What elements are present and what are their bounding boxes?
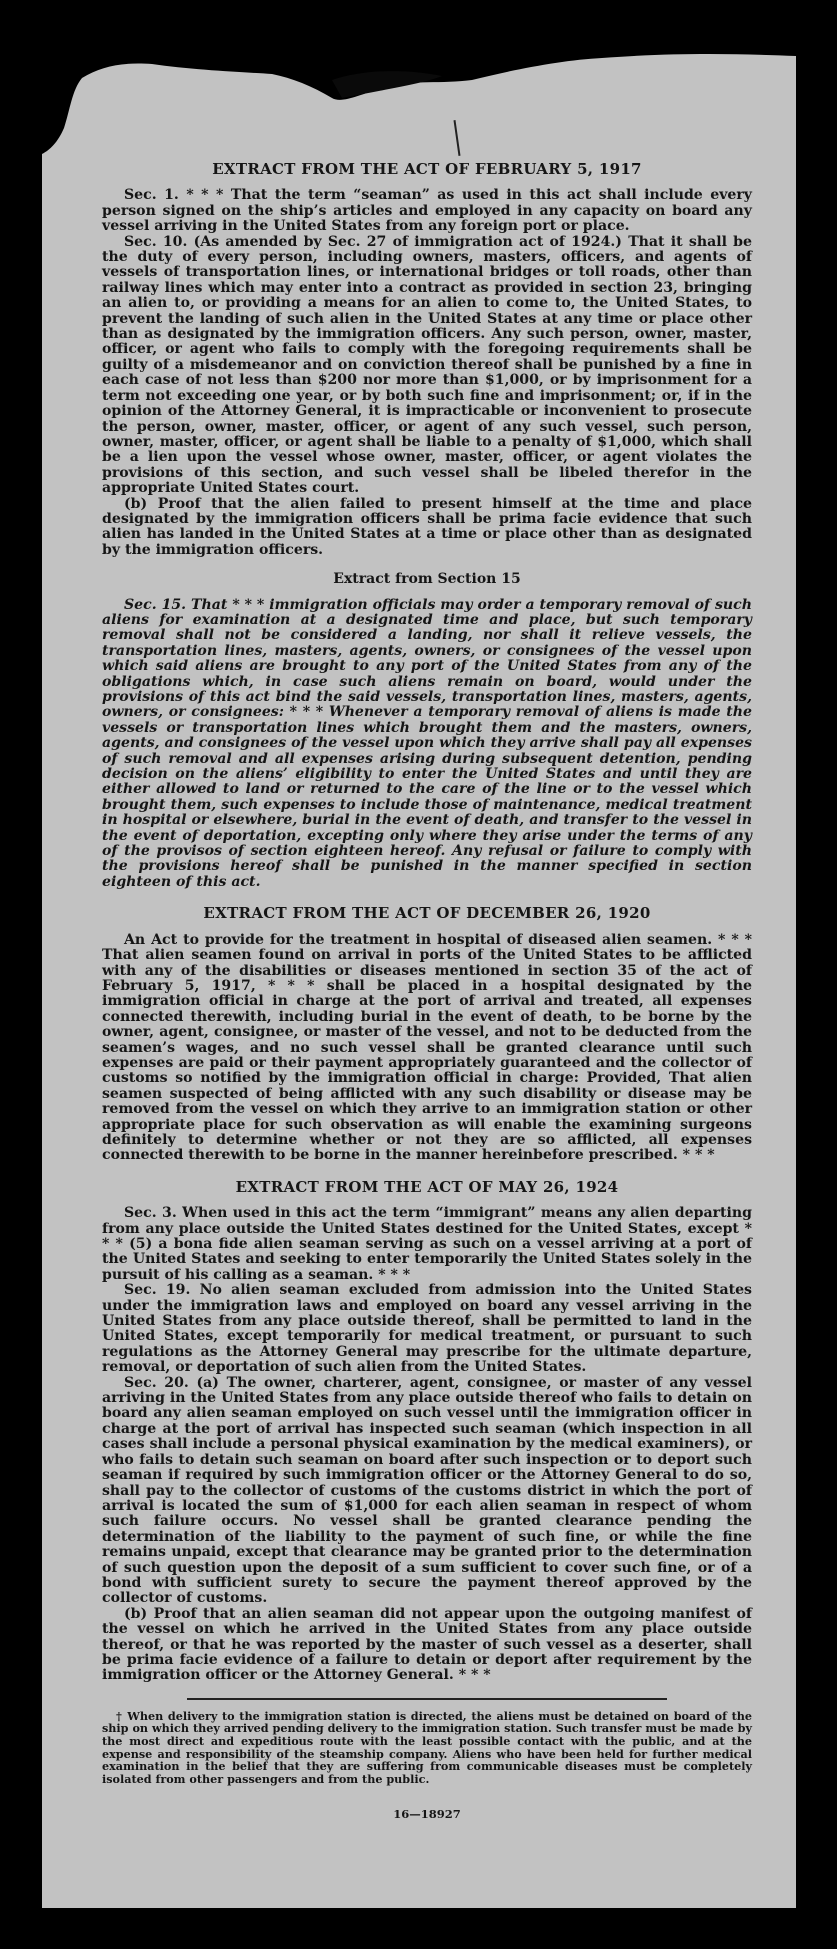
- torn-corner-shadow: [42, 50, 796, 160]
- document-body: [102, 162, 752, 1823]
- heading-act-1917: EXTRACT FROM THE ACT OF FEBRUARY 5, 1917: [212, 160, 642, 178]
- paragraph-sec-1: Sec. 1. * * * That the term “seaman” as used in this act shall include every person signed on the ship’s articles and employed in any capacity on board any vessel arriving in the United States from any foreign port or place.: [102, 187, 752, 235]
- heading-act-1920: EXTRACT FROM THE ACT OF DECEMBER 26, 1920: [203, 904, 651, 923]
- heading-act-1924: EXTRACT FROM THE ACT OF MAY 26, 1924: [235, 1177, 619, 1196]
- paragraph-act-1920: An Act to provide for the treatment in hospital of diseased alien seamen. * * * That alien seamen found on arrival in ports of the United States to be afflicted with any of the disabilities or diseases mentioned in section 35 of the act of February 5, 1917, * * * shall be placed in a hospital designated by the immigration official in charge at the port of arrival and treated, all expenses connected therewith, including burial in the event of death, to be borne by the owner, agent, consignee, or master of the vessel, and not to be deducted from the seamen’s wages, and no such vessel shall be granted clearance until such expenses are paid or their payment appropriately guaranteed and the collector of customs so notified by the immigration official in charge: Provided, That alien seamen suspected of being afflicted with any such disability or disease may be removed from the vessel on which they arrive to an immigration station or other appropriate place for such observation as will enable the examining surgeons definitely to determine whether or not they are so afflicted, all expenses connected therewith to be borne in the manner hereinbefore prescribed. * * *: [102, 931, 752, 1164]
- heading-section-15: Extract from Section 15: [333, 571, 521, 588]
- paragraph-sec-3: Sec. 3. When used in this act the term “immigrant” means any alien departing from any place outside the United States destined for the United States, except * * * (5) a bona fide alien seaman serving as such on a vessel arriving at a port of the United States and seeking to enter temporarily the United States solely in the pursuit of his calling as a seaman. * * *: [102, 1205, 752, 1283]
- paragraph-sec-20a: Sec. 20. (a) The owner, charterer, agent, consignee, or master of any vessel arriving in the United States from any place outside thereof who fails to detain on board any alien seaman employed on such vessel until the immigration officer in charge at the port of arrival has inspected such seaman (which inspection in all cases shall include a personal physical examination by the medical examiners), or who fails to detain such seaman on board after such inspection or to deport such seaman if required by such immigration officer or the Attorney General to do so, shall pay to the collector of customs of the customs district in which the port of arrival is located the sum of $1,000 for each alien seaman in respect of whom such failure occurs. No vessel shall be granted clearance pending the determination of the liability to the payment of such fine, or while the fine remains unpaid, except that clearance may be granted prior to the determination of such question upon the deposit of a sum sufficient to cover such fine, or of a bond with sufficient surety to secure the payment thereof approved by the collector of customs.: [102, 1374, 752, 1607]
- footnote-divider: [187, 1698, 667, 1700]
- paragraph-sec-10b: (b) Proof that the alien failed to present himself at the time and place designated by the immigration officers shall be prima facie evidence that such alien has landed in the United States at a time or place other than as designated by the immigration officers.: [102, 495, 752, 558]
- section-act-1917: [102, 162, 752, 890]
- document-page: [42, 50, 796, 1908]
- section-act-1924: [102, 1177, 752, 1684]
- footnote: † When delivery to the immigration station is directed, the aliens must be detained on board of the ship on which they arrived pending delivery to the immigration station. Such transfer must be made by the most direct and expeditious route with the least possible contact with the public, and at the expense and responsibility of the steamship company. Aliens who have been held for further medical examination in the belief that they are suffering from communicable diseases must be completely isolated from other passengers and from the public.: [102, 1708, 752, 1786]
- section-act-1920: [102, 906, 752, 1164]
- form-number: 16—18927: [393, 1807, 461, 1822]
- paragraph-sec-15: Sec. 15. That * * * immigration officials may order a temporary removal of such aliens for examination at a designated time and place, but such temporary removal shall not be considered a landing, nor shall it relieve vessels, the transportation lines, masters, agents, owners, or consignees of the vessel upon which said aliens are brought to any port of the United States from any of the obligations which, in case such aliens remain on board, would under the provisions of this act bind the said vessels, transportation lines, masters, agents, owners, or consignees: * * * Whenever a temporary removal of aliens is made the vessels or transportation lines which brought them and the masters, owners, agents, and consignees of the vessel upon which they arrive shall pay all expenses of such removal and all expenses arising during subsequent detention, pending decision on the aliens’ eligibility to enter the United States and until they are either allowed to land or returned to the care of the line or to the vessel which brought them, such expenses to include those of maintenance, medical treatment in hospital or elsewhere, burial in the event of death, and transfer to the vessel in the event of deportation, excepting only where they arise under the terms of any of the provisos of section eighteen hereof. Any refusal or failure to comply with the provisions hereof shall be punished in the manner specified in section eighteen of this act.: [102, 596, 752, 890]
- paragraph-sec-19: Sec. 19. No alien seaman excluded from admission into the United States under the immigration laws and employed on board any vessel arriving in the United States from any place outside thereof, shall be permitted to land in the United States, except temporarily for medical treatment, or pursuant to such regulations as the Attorney General may prescribe for the ultimate departure, removal, or deportation of such alien from the United States.: [102, 1282, 752, 1376]
- paragraph-sec-20b: (b) Proof that an alien seaman did not appear upon the outgoing manifest of the vessel on which he arrived in the United States from any place outside thereof, or that he was reported by the master of such vessel as a deserter, shall be prima facie evidence of a failure to detain or deport after requirement by the immigration officer or the Attorney General. * * *: [102, 1605, 752, 1684]
- paragraph-sec-10: Sec. 10. (As amended by Sec. 27 of immigration act of 1924.) That it shall be the duty of every person, including owners, masters, officers, and agents of vessels of transportation lines, or international bridges or toll roads, other than railway lines which may enter into a contract as provided in section 23, bringing an alien to, or providing a means for an alien to come to, the United States, to prevent the landing of such alien in the United States at any time or place other than as designated by the immigration officers. Any such person, owner, master, officer, or agent who fails to comply with the foregoing requirements shall be guilty of a misdemeanor and on conviction thereof shall be punished by a fine in each case of not less than $200 nor more than $1,000, or by imprisonment for a term not exceeding one year, or by both such fine and imprisonment; or, if in the opinion of the Attorney General, it is impracticable or inconvenient to prosecute the person, owner, master, officer, or agent of any such vessel, such person, owner, master, officer, or agent shall be liable to a penalty of $1,000, which shall be a lien upon the vessel whose owner, master, officer, or agent violates the provisions of this section, and such vessel shall be libeled therefor in the appropriate United States court.: [102, 233, 752, 497]
